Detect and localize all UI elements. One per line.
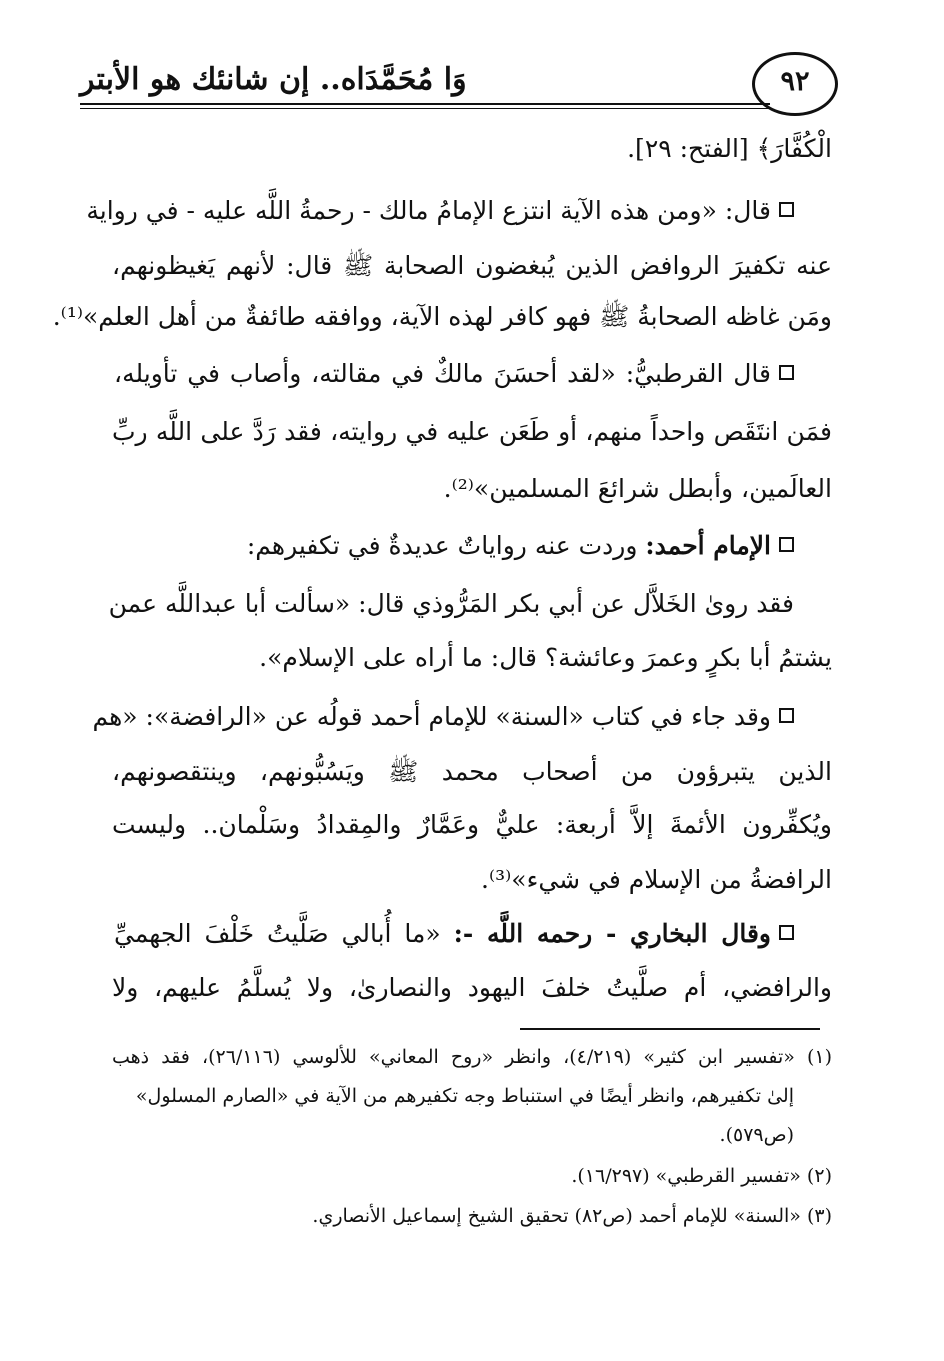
- header-rule: [80, 103, 770, 105]
- text-span: قال القرطبيُّ: «لقد أحسَنَ مالكٌ في مقالته، وأصاب في تأويله،: [114, 359, 771, 388]
- text-line: يشتمُ أبا بكرٍ وعمرَ وعائشة؟ قال: ما أراه على الإسلام».: [259, 643, 832, 672]
- paragraph-marker-icon: [779, 925, 794, 940]
- heading-span: الإمام أحمد:: [645, 531, 771, 560]
- text-span: قال: «ومن هذه الآية انتزع الإمامُ مالك - رحمةُ اللَّه عليه - في رواية: [86, 196, 771, 225]
- heading-span: وقال البخاري - رحمه اللَّه -:: [453, 919, 772, 948]
- text-line: العالَمين، وأبطل شرائعَ المسلمين»⁽²⁾.: [443, 474, 832, 503]
- paragraph-line: [114, 919, 794, 948]
- footnote-line: (٢) «تفسير القرطبي» (١٦/٢٩٧).: [571, 1165, 832, 1187]
- text-line: ومَن غاظه الصحابةُ ﷺ فهو كافر لهذه الآية، ووافقه طائفةٌ من أهل العلم»⁽¹⁾.: [52, 302, 832, 331]
- text-line: الذين يتبرؤون من أصحاب محمد ﷺ ويَسُبُّونهم، وينتقصونهم،: [112, 757, 832, 786]
- text-line: عنه تكفيرَ الروافض الذين يُبغضون الصحابة ﷺ قال: لأنهم يَغيظونهم،: [112, 251, 832, 280]
- text-line: ويُكفِّرون الأئمةَ إلاَّ أربعة: عليٌّ وعَمَّارٌ والمِقدادُ وسَلْمان.. وليست: [112, 810, 832, 839]
- text-span: «ما أُبالي صَلَّيتُ خَلْفَ الجهميِّ: [114, 919, 454, 948]
- paragraph-line: [114, 359, 794, 388]
- paragraph-marker-icon: [779, 708, 794, 723]
- paragraph-marker-icon: [779, 365, 794, 380]
- footnote-line: إلىٰ تكفيرهم، وانظر أيضًا في استنباط وجه تكفيرهم من الآية في «الصارم المسلول»: [135, 1085, 794, 1107]
- footnote-line: (٣) «السنة» للإمام أحمد (ص٨٢) تحقيق الشيخ إسماعيل الأنصاري.: [312, 1205, 832, 1227]
- running-header-title: وَا مُحَمَّدَاه.. إن شانئك هو الأبتر: [80, 62, 467, 97]
- page-number-badge: [752, 52, 838, 116]
- header-rule-thin: [80, 108, 770, 109]
- paragraph-line: [247, 531, 794, 560]
- footnote-line: (١) «تفسير ابن كثير» (٤/٢١٩)، وانظر «روح المعاني» للألوسي (٢٦/١١٦)، فقد ذهب: [112, 1046, 832, 1068]
- text-line: الرافضةُ من الإسلام في شيء»⁽³⁾.: [481, 865, 832, 894]
- paragraph-marker-icon: [779, 537, 794, 552]
- footnote-line: (ص٥٧٩).: [719, 1124, 794, 1146]
- text-line: والرافضي، أم صلَّيتُ خلفَ اليهود والنصارىٰ، ولا يُسلَّمُ عليهم، ولا: [112, 973, 832, 1002]
- page-number: ٩٢: [780, 66, 810, 97]
- paragraph-line: [92, 702, 794, 731]
- paragraph-line: [86, 196, 794, 225]
- text-line: فقد روىٰ الخَلاَّل عن أبي بكر المَرُّوذي قال: «سألت أبا عبداللَّه عمن: [108, 589, 794, 618]
- text-line: فمَن انتَقَص واحداً منهم، أو طَعَن عليه في روايته، فقد رَدَّ على اللَّه ربِّ: [112, 417, 832, 446]
- text-line: الْكُفَّارَ﴾ [الفتح: ٢٩].: [627, 134, 832, 163]
- paragraph-marker-icon: [779, 202, 794, 217]
- text-span: وردت عنه رواياتٌ عديدةٌ في تكفيرهم:: [246, 531, 646, 560]
- text-span: وقد جاء في كتاب «السنة» للإمام أحمد قولُه عن «الرافضة»: «هم: [92, 702, 771, 731]
- footnote-separator: [520, 1028, 820, 1030]
